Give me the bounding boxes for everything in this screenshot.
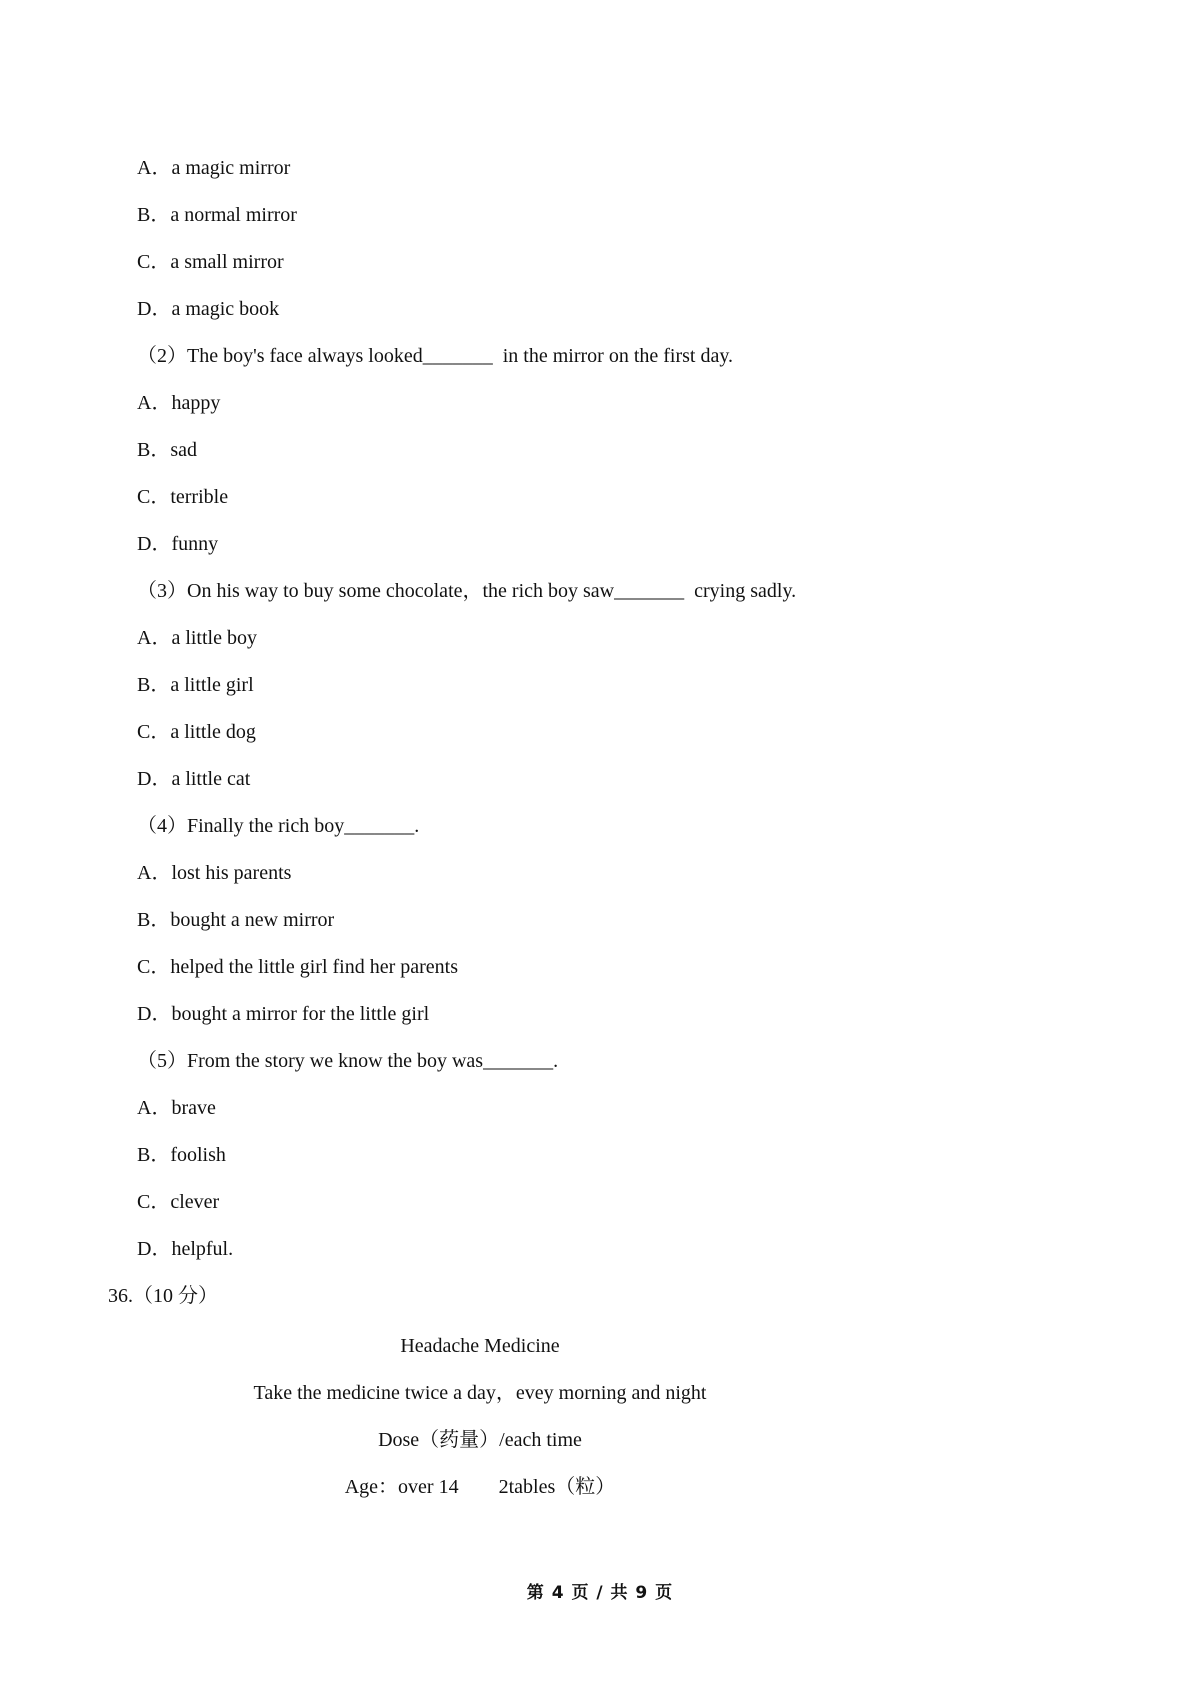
q1-option-b: B．a normal mirror xyxy=(137,204,297,226)
q5-stem: （5）From the story we know the boy was_______. xyxy=(137,1050,559,1072)
q3-stem: （3）On his way to buy some chocolate，the rich boy saw_______ crying sadly. xyxy=(137,580,797,602)
q1-option-a: A．a magic mirror xyxy=(137,157,291,179)
medicine-title: Headache Medicine xyxy=(400,1335,560,1357)
q5-option-c: C．clever xyxy=(137,1191,220,1213)
q4-option-b: B．bought a new mirror xyxy=(137,909,335,931)
q1-option-d: D．a magic book xyxy=(137,298,280,320)
q5-option-a: A．brave xyxy=(137,1097,216,1119)
q4-option-a: A．lost his parents xyxy=(137,862,292,884)
q5-option-b: B．foolish xyxy=(137,1144,226,1166)
q4-option-c: C．helped the little girl find her parents xyxy=(137,956,459,978)
page-footer: 第 4 页 / 共 9 页 xyxy=(526,1583,674,1603)
q36-header: 36.（10 分） xyxy=(108,1285,218,1307)
q3-option-a: A．a little boy xyxy=(137,627,257,649)
q3-option-b: B．a little girl xyxy=(137,674,254,696)
q4-stem: （4）Finally the rich boy_______. xyxy=(137,815,420,837)
q2-option-d: D．funny xyxy=(137,533,219,555)
q2-option-a: A．happy xyxy=(137,392,221,414)
medicine-instruction: Take the medicine twice a day，evey morning and night xyxy=(253,1382,707,1404)
q3-option-d: D．a little cat xyxy=(137,768,251,790)
q3-option-c: C．a little dog xyxy=(137,721,256,743)
q4-option-d: D．bought a mirror for the little girl xyxy=(137,1003,430,1025)
q1-option-c: C．a small mirror xyxy=(137,251,284,273)
medicine-dose-row: Age：over 14 2tables（粒） xyxy=(344,1476,616,1498)
q2-option-b: B．sad xyxy=(137,439,197,461)
q2-option-c: C．terrible xyxy=(137,486,229,508)
medicine-dose-header: Dose（药量）/each time xyxy=(378,1429,582,1451)
q5-option-d: D．helpful. xyxy=(137,1238,234,1260)
q2-stem: （2）The boy's face always looked_______ in the mirror on the first day. xyxy=(137,345,734,367)
